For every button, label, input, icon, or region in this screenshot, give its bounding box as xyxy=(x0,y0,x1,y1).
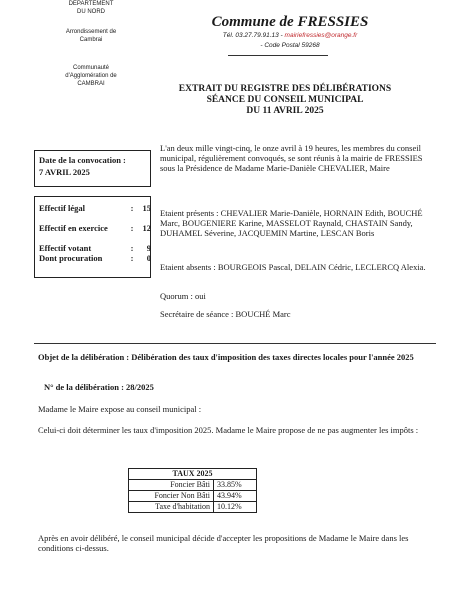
taux-label: Foncier Bâti xyxy=(129,480,214,491)
effectif-value: 15 xyxy=(142,203,151,213)
convocation-box xyxy=(34,150,151,187)
extract-titles xyxy=(150,84,420,117)
effectif-value: 9 xyxy=(146,243,151,253)
taux-label: Taxe d'habitation xyxy=(129,502,214,513)
contact-line xyxy=(190,31,390,41)
procuration-row: Dont procuration : 0 xyxy=(39,253,151,263)
department-block xyxy=(16,0,166,16)
communaute-line-3: CAMBRAI xyxy=(77,81,105,87)
effectif-votant-row: Effectif votant : 9 xyxy=(39,243,151,253)
effectif-label: Effectif en exercice xyxy=(39,223,108,233)
section-divider xyxy=(34,343,436,344)
postal-line: - Code Postal 59268 xyxy=(260,42,320,49)
effectifs-box xyxy=(34,196,151,278)
taux-value: 43.94% xyxy=(214,491,257,502)
header-divider xyxy=(228,55,328,56)
expose-text: Madame le Maire expose au conseil municipal : xyxy=(38,404,202,414)
objet-text: Objet de la délibération : Délibération des taux d'imposition des taxes directes locales pour l'année 2025 xyxy=(38,352,414,362)
commune-header xyxy=(190,13,390,51)
department-line-2: DU NORD xyxy=(77,9,105,15)
quorum-text: Quorum : oui xyxy=(160,291,206,301)
arrondissement-line-1: Arrondissement de xyxy=(65,29,117,35)
phone-text: Tél. 03.27.79.91.13 - xyxy=(222,32,283,39)
communaute-line-2: d'Agglomération de xyxy=(65,73,117,79)
absents-list: Etaient absents : BOURGEOIS Pascal, DELAIN Cédric, LECLERCQ Alexia. xyxy=(160,262,426,272)
table-row xyxy=(129,502,257,513)
convocation-label: Date de la convocation : xyxy=(39,155,126,165)
secretaire-text: Secrétaire de séance : BOUCHÉ Marc xyxy=(160,309,291,319)
numero-deliberation: N° de la délibération : 28/2025 xyxy=(44,382,154,392)
arrondissement-block xyxy=(16,28,166,44)
communaute-block xyxy=(16,64,166,88)
effectif-label: Dont procuration xyxy=(39,253,103,263)
department-line-1: DEPARTEMENT xyxy=(68,1,114,7)
effectif-legal-row: Effectif légal : 15 xyxy=(39,203,151,213)
table-row xyxy=(129,480,257,491)
taux-value: 33.85% xyxy=(214,480,257,491)
effectif-value: 0 xyxy=(146,253,151,263)
taux-table xyxy=(128,468,257,513)
taux-label: Foncier Non Bâti xyxy=(129,491,214,502)
title-line-1: EXTRAIT DU REGISTRE DES DÉLIBÉRATIONS xyxy=(178,84,392,94)
table-header-row xyxy=(129,469,257,480)
title-line-3: DU 11 AVRIL 2025 xyxy=(246,106,324,116)
effectif-value: 12 xyxy=(142,223,151,233)
email-link[interactable]: mairiefressies@orange.fr xyxy=(284,32,358,39)
title-line-2: SÉANCE DU CONSEIL MUNICIPAL xyxy=(206,95,364,105)
arrondissement-line-2: Cambrai xyxy=(79,37,103,43)
communaute-line-1: Communauté xyxy=(72,65,110,71)
table-row xyxy=(129,491,257,502)
presents-list: Etaient présents : CHEVALIER Marie-Danièle, HORNAIN Edith, BOUCHÉ Marc, BOUGENIERE Karine, MASSELOT Raynald, CHASTAIN Sandy, DUHAMEL Séverine, JACQUEMIN Martine, LESCAN Boris xyxy=(160,208,423,238)
commune-title: Commune de FRESSIES xyxy=(211,14,369,30)
effectif-exercice-row: Effectif en exercice : 12 xyxy=(39,223,151,233)
effectif-label: Effectif votant xyxy=(39,243,92,253)
convocation-date: 7 AVRIL 2025 xyxy=(39,167,90,177)
taux-title: TAUX 2025 xyxy=(129,469,257,480)
effectif-label: Effectif légal xyxy=(39,203,86,213)
seance-intro: L'an deux mille vingt-cinq, le onze avril à 19 heures, les membres du conseil municipal, régulièrement convoqués, se sont réunis à la mairie de FRESSIES sous la Présidence de Madame Marie-Danièle CHEVALIER, Maire xyxy=(160,143,423,173)
taux-value: 10.12% xyxy=(214,502,257,513)
conclusion-text: Après en avoir délibéré, le conseil municipal décide d'accepter les propositions de Madame le Maire dans les conditions ci-dessus. xyxy=(38,533,409,553)
proposition-text: Celui-ci doit déterminer les taux d'imposition 2025. Madame le Maire propose de ne pas augmenter les impôts : xyxy=(38,425,419,435)
